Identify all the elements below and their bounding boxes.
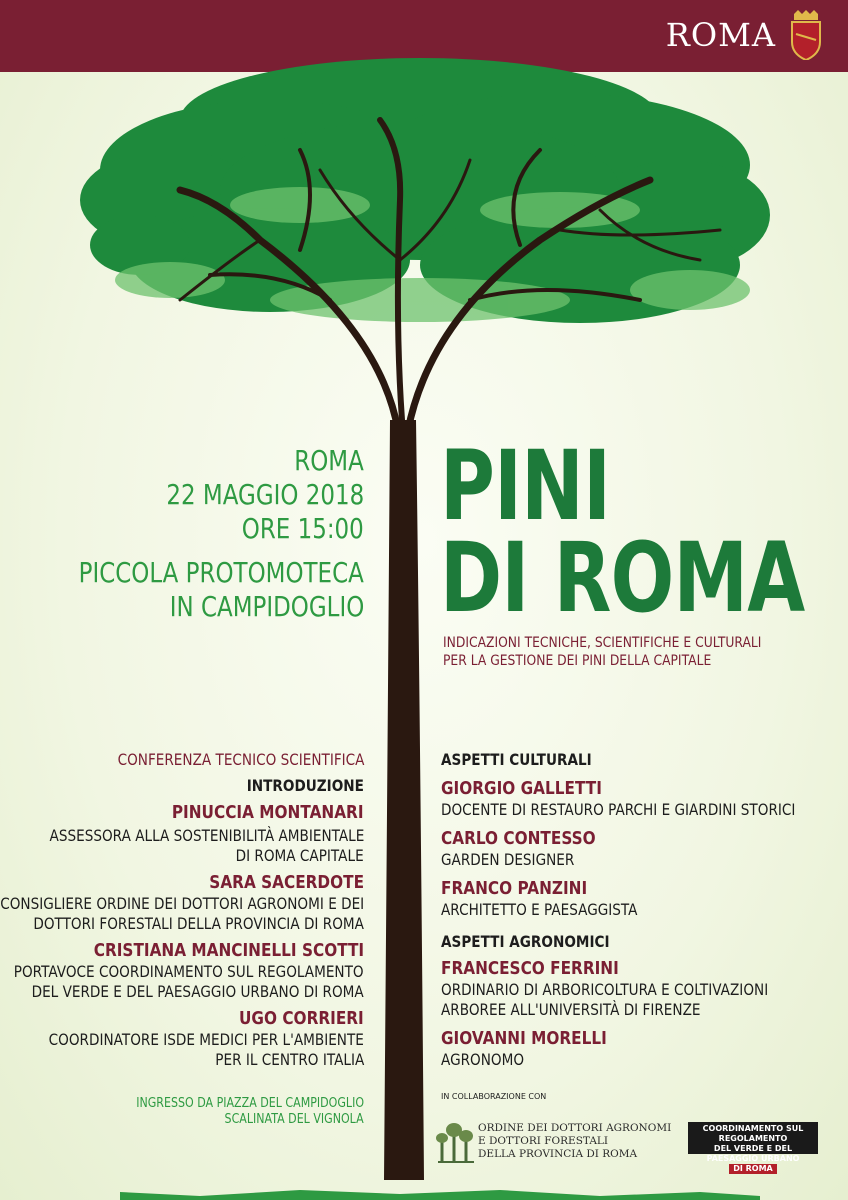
ordine-line-3: DELLA PROVINCIA DI ROMA [478, 1148, 638, 1160]
title-line-1: PINI [440, 430, 611, 542]
event-date: 22 MAGGIO 2018 [166, 478, 364, 511]
speaker-role: COORDINATORE ISDE MEDICI PER L'AMBIENTE [48, 1030, 364, 1049]
speaker-role: CONSIGLIERE ORDINE DEI DOTTORI AGRONOMI E DEI [0, 894, 364, 913]
speaker-name: UGO CORRIERI [239, 1008, 364, 1029]
entrance-line-2: SCALINATA DEL VIGNOLA [224, 1112, 364, 1127]
ordine-line-1: ORDINE DEI DOTTORI AGRONOMI [478, 1122, 672, 1134]
coord-line-3-wrap [688, 1164, 818, 1174]
speaker-role: ASSESSORA ALLA SOSTENIBILITÀ AMBIENTALE [49, 826, 364, 845]
grass-strip [120, 1190, 760, 1200]
subtitle-line-2: PER LA GESTIONE DEI PINI DELLA CAPITALE [443, 653, 712, 669]
speaker-role: DI ROMA CAPITALE [235, 846, 364, 865]
speaker-role: ORDINARIO DI ARBORICOLTURA E COLTIVAZIONI [441, 980, 769, 999]
coord-line-2: DEL VERDE E DEL PAESAGGIO URBANO [706, 1144, 800, 1163]
ordine-line-2: E DOTTORI FORESTALI [478, 1135, 609, 1147]
tree-trunk [384, 420, 424, 1180]
speaker-role: DEL VERDE E DEL PAESAGGIO URBANO DI ROMA [31, 982, 364, 1001]
event-venue-2: IN CAMPIDOGLIO [169, 590, 364, 623]
speaker-name: FRANCESCO FERRINI [441, 958, 619, 979]
speaker-role: DOCENTE DI RESTAURO PARCHI E GIARDINI STORICI [441, 800, 796, 819]
intro-heading: INTRODUZIONE [246, 776, 364, 795]
event-time: ORE 15:00 [241, 512, 364, 545]
speaker-name: PINUCCIA MONTANARI [172, 802, 364, 823]
speaker-name: CARLO CONTESSO [441, 828, 596, 849]
speaker-name: GIOVANNI MORELLI [441, 1028, 607, 1049]
speaker-name: SARA SACERDOTE [209, 872, 364, 893]
speaker-name: GIORGIO GALLETTI [441, 778, 602, 799]
event-venue-1: PICCOLA PROTOMOTECA [78, 556, 364, 589]
section-heading-culturali: ASPETTI CULTURALI [441, 750, 592, 769]
speaker-role: DOTTORI FORESTALI DELLA PROVINCIA DI ROMA [33, 914, 364, 933]
coordinamento-logo [688, 1122, 818, 1173]
coord-line-3: DI ROMA [729, 1164, 777, 1174]
speaker-role: AGRONOMO [441, 1050, 525, 1069]
ordine-agronomi-logo-icon [436, 1116, 476, 1168]
event-city: ROMA [294, 444, 364, 477]
speaker-name: CRISTIANA MANCINELLI SCOTTI [93, 940, 364, 961]
speaker-role: PER IL CENTRO ITALIA [215, 1050, 364, 1069]
subtitle-line-1: INDICAZIONI TECNICHE, SCIENTIFICHE E CULTURALI [443, 635, 762, 651]
roma-wordmark: ROMA [665, 16, 776, 54]
speaker-role: ARBOREE ALL'UNIVERSITÀ DI FIRENZE [441, 1000, 701, 1019]
collaboration-label: IN COLLABORAZIONE CON [441, 1092, 547, 1101]
coord-line-1: COORDINAMENTO SUL REGOLAMENTO [702, 1124, 804, 1143]
speaker-role: ARCHITETTO E PAESAGGISTA [441, 900, 638, 919]
entrance-line-1: INGRESSO DA PIAZZA DEL CAMPIDOGLIO [136, 1096, 364, 1111]
conference-label: CONFERENZA TECNICO SCIENTIFICA [117, 750, 364, 769]
speaker-name: FRANCO PANZINI [441, 878, 588, 899]
speaker-role: GARDEN DESIGNER [441, 850, 575, 869]
section-heading-agronomici: ASPETTI AGRONOMICI [441, 932, 610, 951]
speaker-role: PORTAVOCE COORDINAMENTO SUL REGOLAMENTO [14, 962, 364, 981]
title-line-2: DI ROMA [440, 522, 805, 634]
